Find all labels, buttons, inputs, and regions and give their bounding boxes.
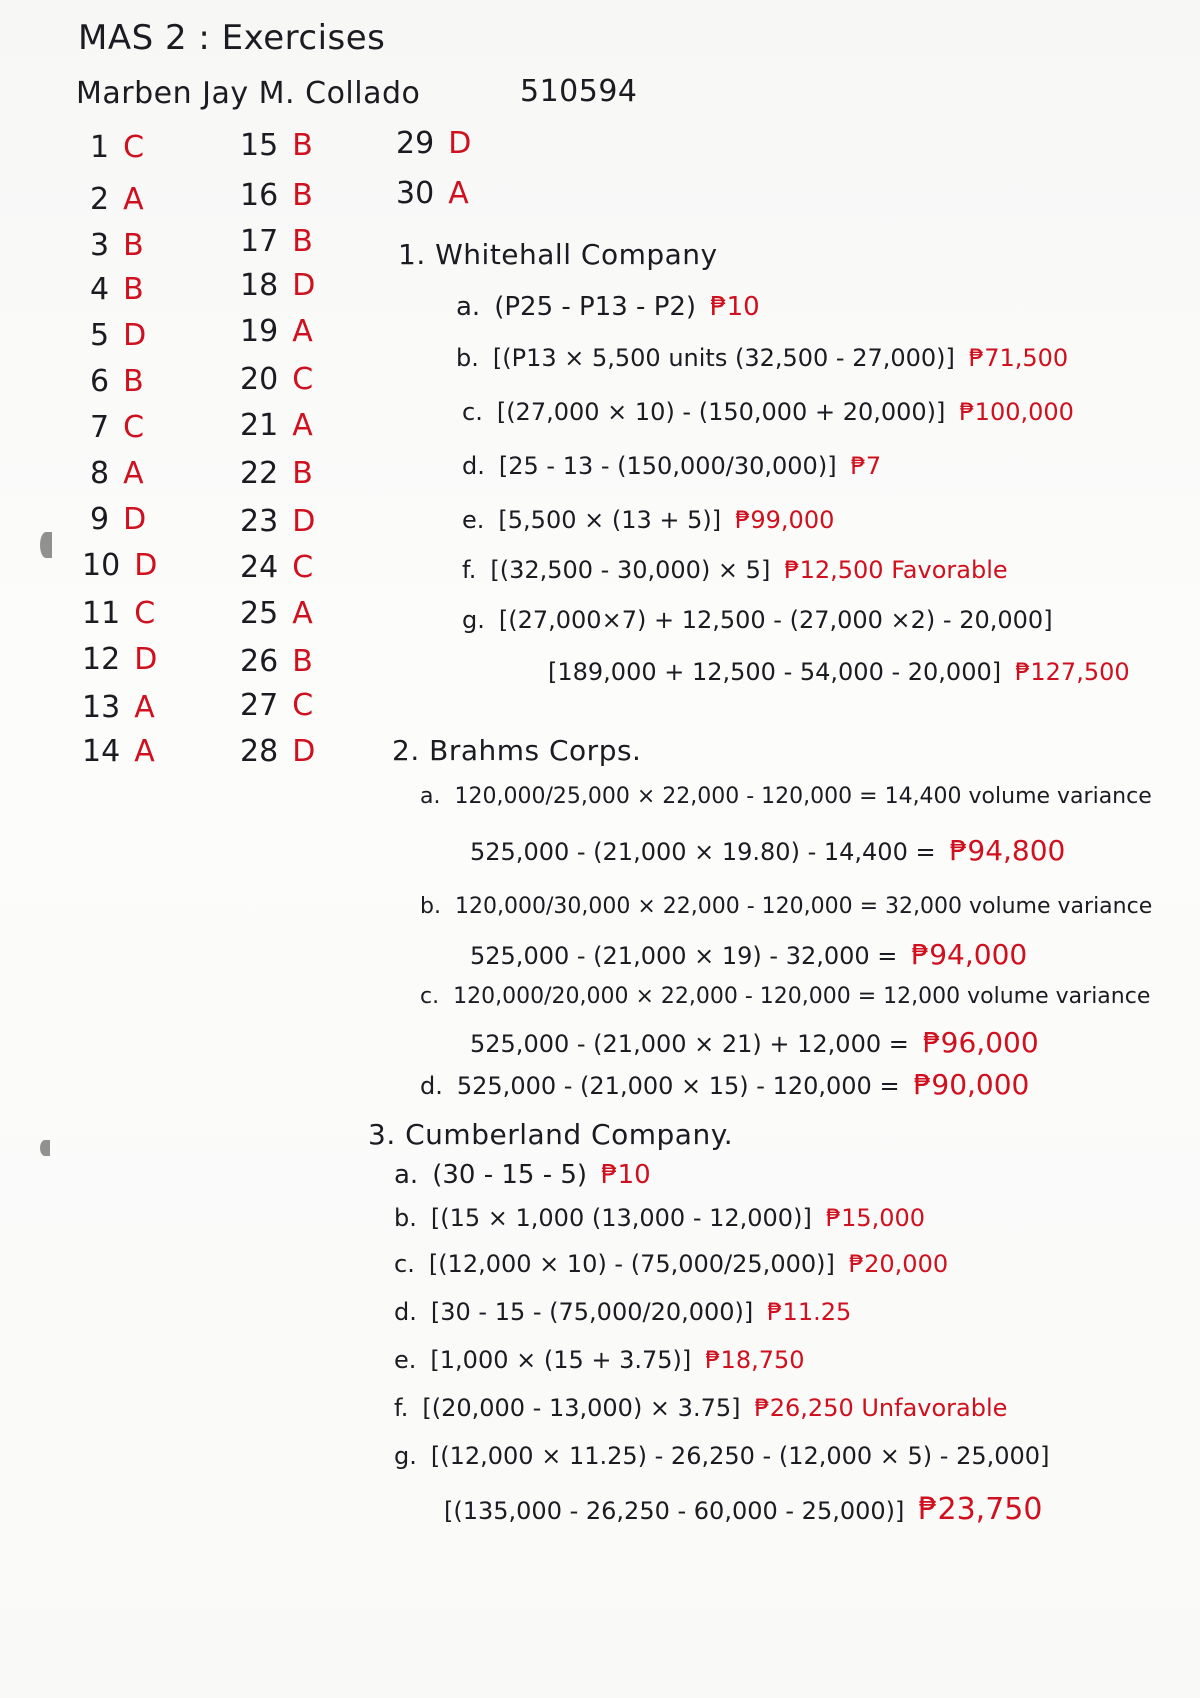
solution-line: b. 120,000/30,000 × 22,000 - 120,000 = 32,000 volume variance (420, 894, 1153, 919)
answer-item: 6 B (90, 364, 144, 399)
solution-line: a. (30 - 15 - 5) ₱10 (394, 1160, 651, 1190)
solution-line: c. [(27,000 × 10) - (150,000 + 20,000)] ₱100,000 (462, 398, 1074, 426)
answer-item: 10 D (82, 548, 158, 583)
solution-line: g. [(12,000 × 11.25) - 26,250 - (12,000 × 5) - 25,000] (394, 1442, 1050, 1470)
answer-item: 28 D (240, 734, 316, 769)
scan-mark (40, 532, 52, 558)
answer-item: 5 D (90, 318, 147, 353)
problem-2-heading: 2. Brahms Corps. (392, 734, 642, 767)
answer-item: 21 A (240, 408, 313, 443)
answer-item: 18 D (240, 268, 316, 303)
solution-line: e. [5,500 × (13 + 5)] ₱99,000 (462, 506, 835, 534)
problem-1-heading: 1. Whitehall Company (398, 238, 718, 271)
student-id: 510594 (520, 74, 638, 109)
solution-line: 525,000 - (21,000 × 21) + 12,000 = ₱96,000 (470, 1026, 1039, 1059)
answer-item: 4 B (90, 272, 144, 307)
solution-line: c. [(12,000 × 10) - (75,000/25,000)] ₱20,000 (394, 1250, 949, 1278)
solution-line: d. [25 - 13 - (150,000/30,000)] ₱7 (462, 452, 882, 480)
answer-item: 22 B (240, 456, 313, 491)
answer-item: 12 D (82, 642, 158, 677)
answer-item: 1 C (90, 130, 145, 165)
answer-item: 3 B (90, 228, 144, 263)
solution-line: c. 120,000/20,000 × 22,000 - 120,000 = 12,000 volume variance (420, 984, 1151, 1009)
answer-item: 13 A (82, 690, 155, 725)
solution-line: a. (P25 - P13 - P2) ₱10 (456, 292, 760, 322)
answer-item: 29 D (396, 126, 472, 161)
solution-line: f. [(20,000 - 13,000) × 3.75] ₱26,250 Unfavorable (394, 1394, 1008, 1422)
student-name: Marben Jay M. Collado (76, 76, 421, 111)
solution-line: 525,000 - (21,000 × 19) - 32,000 = ₱94,000 (470, 938, 1028, 971)
answer-item: 9 D (90, 502, 147, 537)
solution-line: e. [1,000 × (15 + 3.75)] ₱18,750 (394, 1346, 805, 1374)
solution-line: [(135,000 - 26,250 - 60,000 - 25,000)] ₱23,750 (444, 1492, 1043, 1527)
answer-item: 11 C (82, 596, 156, 631)
solution-line: g. [(27,000×7) + 12,500 - (27,000 ×2) - 20,000] (462, 606, 1053, 634)
solution-line: d. 525,000 - (21,000 × 15) - 120,000 = ₱90,000 (420, 1068, 1030, 1101)
solution-line: b. [(P13 × 5,500 units (32,500 - 27,000)] ₱71,500 (456, 344, 1069, 372)
answer-item: 14 A (82, 734, 155, 769)
solution-line: d. [30 - 15 - (75,000/20,000)] ₱11.25 (394, 1298, 852, 1326)
answer-item: 8 A (90, 456, 144, 491)
solution-line: f. [(32,500 - 30,000) × 5] ₱12,500 Favorable (462, 556, 1008, 584)
answer-item: 23 D (240, 504, 316, 539)
answer-item: 24 C (240, 550, 314, 585)
answer-item: 27 C (240, 688, 314, 723)
answer-item: 7 C (90, 410, 145, 445)
page-title: MAS 2 : Exercises (78, 18, 386, 58)
answer-item: 17 B (240, 224, 313, 259)
answer-item: 25 A (240, 596, 313, 631)
answer-item: 15 B (240, 128, 313, 163)
solution-line: [189,000 + 12,500 - 54,000 - 20,000] ₱127,500 (548, 658, 1130, 686)
answer-item: 30 A (396, 176, 469, 211)
problem-3-heading: 3. Cumberland Company. (368, 1118, 734, 1151)
answer-item: 19 A (240, 314, 313, 349)
answer-item: 2 A (90, 182, 144, 217)
answer-item: 20 C (240, 362, 314, 397)
scan-mark (40, 1140, 50, 1156)
solution-line: a. 120,000/25,000 × 22,000 - 120,000 = 14,400 volume variance (420, 784, 1152, 809)
solution-line: 525,000 - (21,000 × 19.80) - 14,400 = ₱94,800 (470, 834, 1066, 867)
answer-item: 16 B (240, 178, 313, 213)
solution-line: b. [(15 × 1,000 (13,000 - 12,000)] ₱15,000 (394, 1204, 926, 1232)
answer-item: 26 B (240, 644, 313, 679)
